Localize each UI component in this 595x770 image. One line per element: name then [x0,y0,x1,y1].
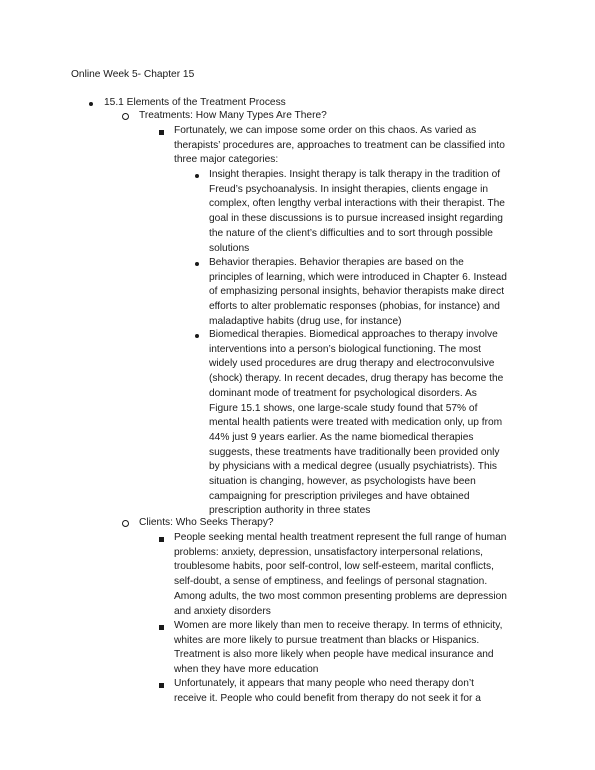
text-line: suggests, these treatments have traditionally been provided only [209,446,500,458]
bullet-level4 [195,174,199,178]
insight-therapies-item [209,168,505,256]
text-line: Fortunately, we can impose some order on this chaos. As varied as [174,125,477,136]
text-line: whites are more likely to pursue treatment than blacks or Hispanics. [174,634,480,646]
text-line: when they have more education [174,664,319,676]
subheading-clients: Clients: Who Seeks Therapy? [139,517,274,528]
bullet-level3 [159,625,164,630]
text-line: Among adults, the two most common presenting problems are depression [174,590,507,602]
text-line: maladaptive habits (drug use, for instance) [209,315,402,327]
text-line: situation is changing, however, as psychologists have been [209,476,476,488]
text-line: 44% just 9 years earlier. As the name biomedical therapies [209,431,474,443]
bullet-level4 [195,262,199,266]
text-line: self-doubt, a sense of emptiness, and feelings of personal stagnation. [174,576,488,588]
bullet-level1 [89,102,93,106]
bullet-level3 [159,130,164,135]
text-line: and anxiety disorders [174,605,271,617]
text-line: campaigning for prescription privileges and have obtained [209,490,470,502]
document-title: Online Week 5- Chapter 15 [71,69,195,80]
text-line: Unfortunately, it appears that many people who need therapy don’t [174,678,474,689]
text-line: Freud’s psychoanalysis. In insight therapies, clients engage in [209,183,488,195]
behavior-therapies-item [209,256,507,330]
bullet-level3 [159,537,164,542]
text-line: Women are more likely than men to receive therapy. In terms of ethnicity, [174,620,503,631]
text-line: the nature of the client’s difficulties and to sort through possible [209,227,493,239]
text-line: by physicians with a medical degree (usually psychiatrists). This [209,461,498,473]
text-line: (shock) therapy. In recent decades, drug therapy has become the [209,373,504,385]
bullet-level2 [122,113,129,120]
text-line: dominant mode of treatment for psychological disorders. As [209,387,477,399]
subheading-treatments: Treatments: How Many Types Are There? [139,110,327,121]
section-heading: 15.1 Elements of the Treatment Process [104,97,286,108]
text-line: efforts to alter problematic responses (phobias, for instance) and [209,301,500,313]
text-line: Treatment is also more likely when people have medical insurance and [174,649,494,661]
text-line: goal in these discussions is to pursue increased insight regarding [209,213,503,225]
paragraph-problems [174,531,507,619]
text-line: Insight therapies. Insight therapy is talk therapy in the tradition of [209,169,501,180]
paragraph-categories [174,124,505,168]
text-line: of emphasizing personal insights, behavior therapists make direct [209,286,505,298]
text-line: three major categories: [174,154,279,166]
paragraph-unmet-need [174,677,481,706]
text-line: mental health patients were treated with medication only, up from [209,417,503,429]
biomedical-therapies-item [209,328,503,519]
bullet-level4 [195,334,199,338]
text-line: complex, often lengthy verbal interactions with their therapist. The [209,198,505,210]
bullet-level3 [159,683,164,688]
text-line: problems: anxiety, depression, unsatisfactory interpersonal relations, [174,546,483,558]
paragraph-demographics [174,619,502,678]
text-line: receive it. People who could benefit from therapy do not seek it for a [174,692,481,704]
text-line: widely used procedures are drug therapy and electroconvulsive [209,358,495,370]
bullet-level2 [122,520,129,527]
text-line: interventions into a person’s biological functioning. The most [209,343,482,355]
text-line: prescription authority in three states [209,505,371,517]
text-line: Figure 15.1 shows, one large-scale study found that 57% of [209,402,478,414]
text-line: troublesome habits, poor self-control, low self-esteem, marital conflicts, [174,561,494,573]
text-line: principles of learning, which were introduced in Chapter 6. Instead [209,271,507,283]
text-line: People seeking mental health treatment represent the full range of human [174,532,507,543]
text-line: therapists’ procedures are, approaches to treatment can be classified into [174,139,505,151]
text-line: solutions [209,242,250,254]
text-line: Behavior therapies. Behavior therapies are based on the [209,257,464,268]
text-line: Biomedical therapies. Biomedical approaches to therapy involve [209,329,498,340]
